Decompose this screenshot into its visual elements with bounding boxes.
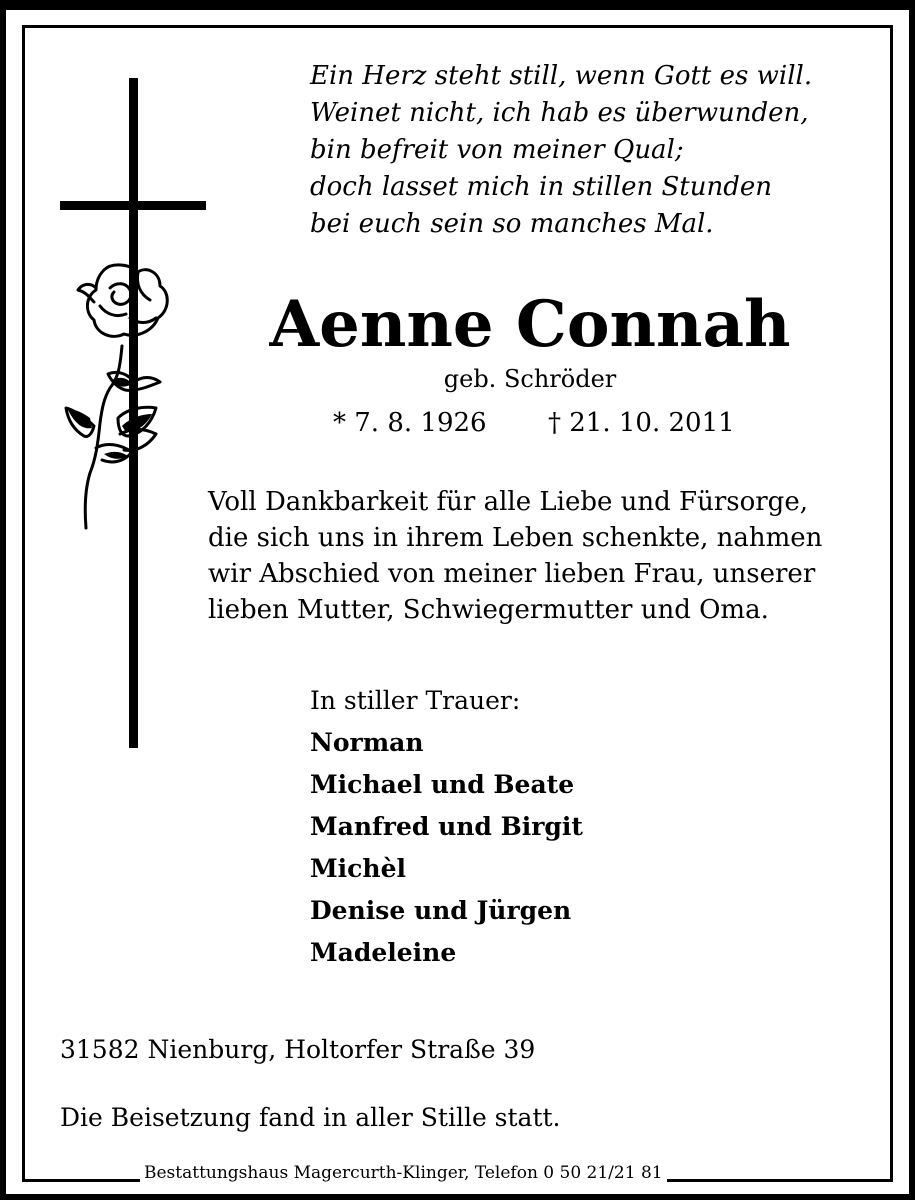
poem-line: Weinet nicht, ich hab es überwunden,	[310, 98, 809, 128]
mourner-name: Michael und Beate	[310, 770, 575, 799]
funeral-home-footer: Bestattungshaus Magercurth-Klinger, Telefon 0 50 21/21 81	[140, 1162, 667, 1184]
death-date: † 21. 10. 2011	[548, 408, 735, 438]
mourner-name: Madeleine	[310, 938, 457, 967]
birth-date: * 7. 8. 1926	[333, 408, 487, 438]
gratitude-line: lieben Mutter, Schwiegermutter und Oma.	[208, 595, 769, 625]
gratitude-text	[208, 484, 868, 628]
deceased-name: Aenne Connah	[269, 287, 791, 362]
gratitude-line: die sich uns in ihrem Leben schenkte, nahmen	[208, 523, 823, 553]
mourners-list	[310, 722, 583, 974]
burial-note: Die Beisetzung fand in aller Stille statt.	[60, 1103, 561, 1132]
poem-line: doch lasset mich in stillen Stunden	[310, 172, 772, 202]
maiden-name: geb. Schröder	[443, 365, 617, 393]
gratitude-line: Voll Dankbarkeit für alle Liebe und Fürsorge,	[208, 487, 808, 517]
mourner-name: Denise und Jürgen	[310, 896, 572, 925]
poem-line: Ein Herz steht still, wenn Gott es will.	[310, 61, 813, 91]
mourner-name: Norman	[310, 728, 424, 757]
cross-bar	[60, 201, 206, 210]
poem-verse	[310, 58, 870, 243]
poem-line: bin befreit von meiner Qual;	[310, 135, 684, 165]
poem-line: bei euch sein so manches Mal.	[310, 209, 714, 239]
gratitude-line: wir Abschied von meiner lieben Frau, unserer	[208, 559, 816, 589]
address: 31582 Nienburg, Holtorfer Straße 39	[60, 1035, 536, 1064]
mourner-name: Michèl	[310, 854, 406, 883]
mourning-label: In stiller Trauer:	[310, 686, 521, 715]
rose-icon	[60, 258, 180, 538]
mourner-name: Manfred und Birgit	[310, 812, 583, 841]
